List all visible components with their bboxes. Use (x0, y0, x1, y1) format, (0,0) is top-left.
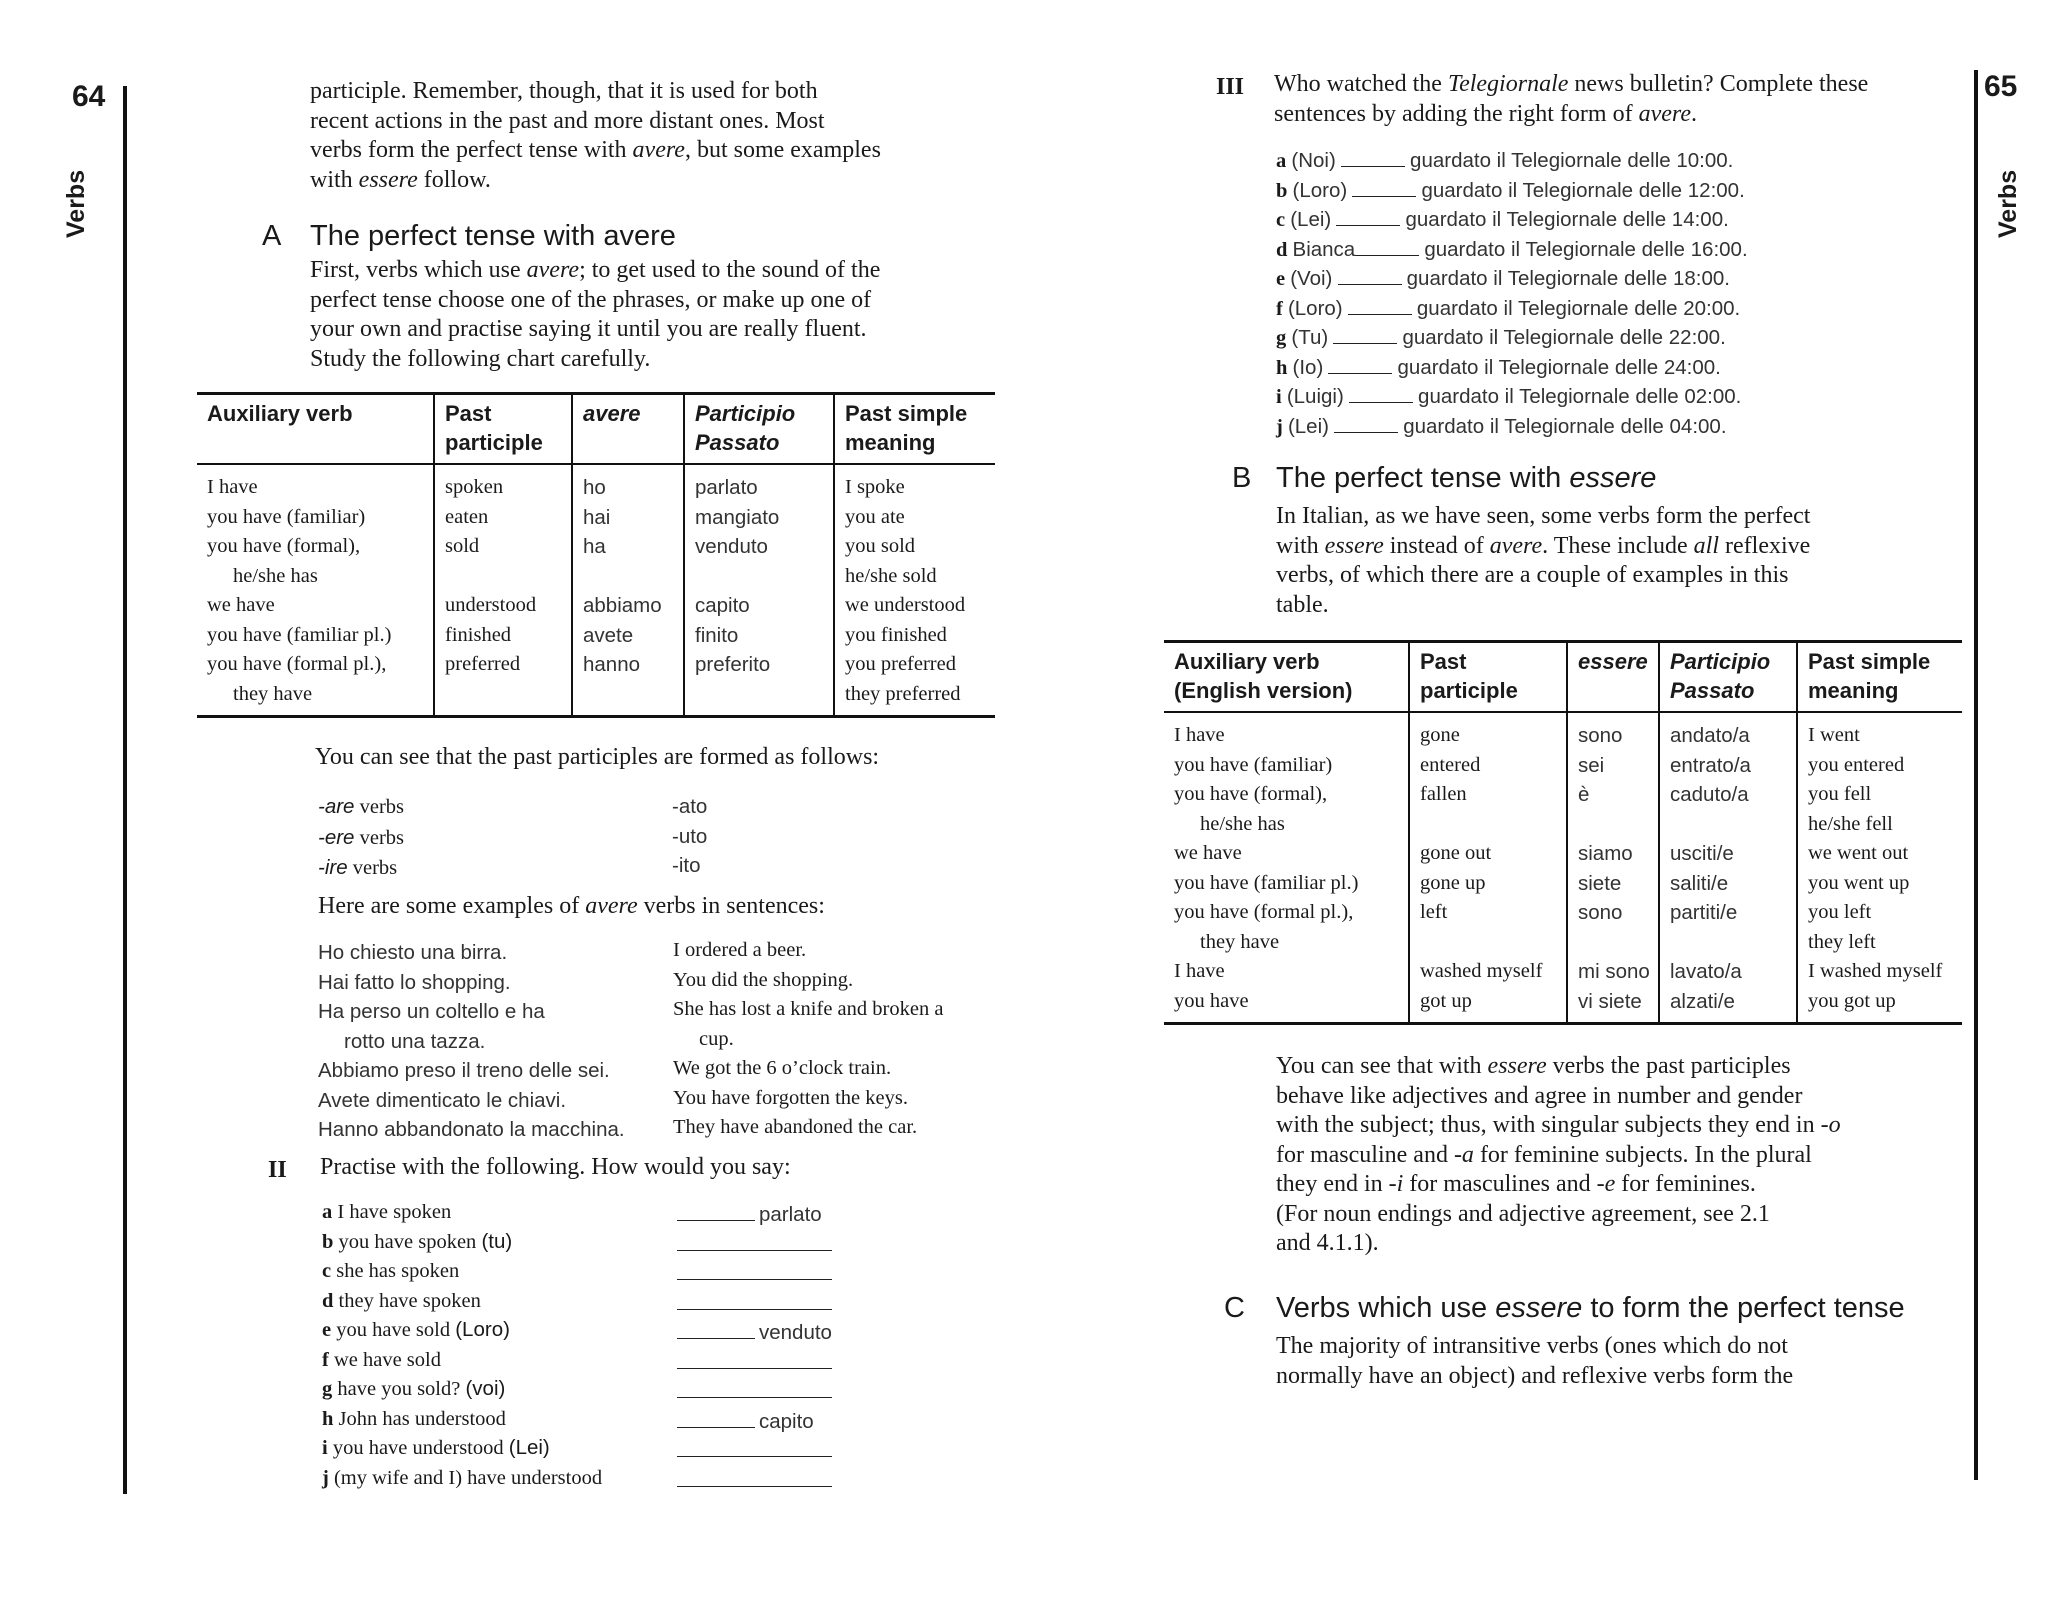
list-item: e you have sold (Loro) (322, 1318, 510, 1341)
chapter-side-label: Verbs (62, 169, 90, 238)
meaning-column: I went you entered you fell he/she fell we went out you went up you left they left I washed myself you got up (1797, 712, 1962, 1024)
answer-blank[interactable] (677, 1466, 832, 1493)
table-header: Past participle (1409, 642, 1567, 713)
exercise-question: Who watched the Telegiornale news bulletin? Complete these sentences by adding the right form of avere. (1274, 71, 1869, 127)
past-participle-column: gone entered fallen gone out gone up left washed myself got up (1409, 712, 1567, 1024)
essere-column: sono sei è siamo siete sono mi sono vi siete (1567, 712, 1659, 1024)
list-item: i you have understood (Lei) (322, 1436, 550, 1459)
section-title: The perfect tense with essere (1276, 462, 1657, 494)
table-header: Participio Passato (1670, 649, 1771, 703)
list-item: c (Lei) guardato il Telegiornale delle 14:00. (1276, 205, 1729, 232)
agreement-paragraph: You can see that with essere verbs the past participles behave like adjectives and agree in number and gender with the subject; thus, with singular subjects they end in -o for masculine and -a for feminine subjects. In the plural they end in -i for masculines and -e for feminines. (For noun endings and adjective agreement, see 2.1 and 4.1.1). (1276, 1053, 1841, 1256)
table-header: Participio Passato (695, 401, 796, 455)
examples-english: I ordered a beer. You did the shopping. She has lost a knife and broken a cup. We got the 6 o’clock train. You have forgotten the keys. They have abandoned the car. (673, 939, 944, 1138)
examples-italian: Ho chiesto una birra. Hai fatto lo shopping. Ha perso un coltello e ha rotto una tazza. Abbiamo preso il treno delle sei. Avete dimenticato le chiavi. Hanno abbandonato la macchina. (318, 941, 625, 1141)
table-header-row (1164, 642, 1962, 713)
list-item: a I have spoken (322, 1201, 452, 1223)
table-header: Past simple meaning (834, 394, 995, 465)
table-header: essere (1578, 649, 1648, 674)
answer-blank[interactable] (1355, 235, 1419, 256)
list-item: b (Loro) guardato il Telegiornale delle 12:00. (1276, 176, 1745, 203)
exercise-numeral: II (268, 1157, 287, 1183)
exercise-instruction: Practise with the following. How would you say: (320, 1154, 791, 1180)
list-item: a (Noi) guardato il Telegiornale delle 10:00. (1276, 146, 1733, 173)
section-c-paragraph: The majority of intransitive verbs (ones which do not normally have an object) and reflexive verbs form the (1276, 1333, 1794, 1389)
page-number: 65 (1984, 70, 2018, 103)
avere-column: ho hai ha abbiamo avete hanno (572, 464, 684, 717)
page-margin-rule (1974, 70, 1978, 1480)
section-title: The perfect tense with avere (310, 220, 676, 252)
answer-blank[interactable] (677, 1348, 832, 1375)
table-header: Auxiliary verb (English version) (1164, 642, 1409, 713)
table-row (197, 464, 995, 717)
formed-intro: You can see that the past participles are formed as follows: (315, 744, 880, 770)
answer-blank[interactable] (1328, 353, 1392, 374)
answer-blank[interactable] (1341, 146, 1405, 167)
answer-blank[interactable] (677, 1230, 832, 1257)
table-header-row (197, 394, 995, 465)
list-item: h (Io) guardato il Telegiornale delle 24:00. (1276, 353, 1721, 380)
list-item: e (Voi) guardato il Telegiornale delle 18:00. (1276, 264, 1730, 291)
answer-blank[interactable] (1338, 264, 1402, 285)
section-letter: A (262, 220, 282, 252)
section-letter: B (1232, 462, 1252, 494)
chapter-side-label: Verbs (1994, 169, 2022, 238)
list-item: d they have spoken (322, 1289, 481, 1312)
exercise-numeral: III (1216, 74, 1245, 100)
answer-blank[interactable] (677, 1259, 832, 1286)
essere-conjugation-table (1164, 640, 1962, 1025)
answer-blank[interactable]: parlato (677, 1200, 822, 1227)
list-item: j (Lei) guardato il Telegiornale delle 04:00. (1276, 412, 1727, 439)
past-participle-column: spoken eaten sold understood finished preferred (434, 464, 572, 717)
aux-verb-column: I have you have (familiar) you have (formal), he/she has we have you have (familiar pl.) you have (formal pl.), they have (207, 476, 392, 705)
list-item: f (Loro) guardato il Telegiornale delle 20:00. (1276, 294, 1740, 321)
list-item: h John has understood (322, 1407, 506, 1430)
answer-blank[interactable] (1336, 205, 1400, 226)
endings-suffix-list: -ato -uto -ito (672, 795, 708, 877)
table-header: Past simple meaning (1797, 642, 1962, 713)
table-header: Auxiliary verb (197, 394, 434, 465)
list-item: g have you sold? (voi) (322, 1377, 506, 1400)
list-item: d Bianca guardato il Telegiornale delle 16:00. (1276, 235, 1748, 262)
answer-blank[interactable] (1334, 412, 1398, 433)
answer-blank[interactable]: capito (677, 1407, 814, 1434)
answer-blank[interactable] (677, 1289, 832, 1316)
intro-paragraph: participle. Remember, though, that it is used for both recent actions in the past and more distant ones. Most verbs form the perfect tense with avere, but some examples with essere follow. (310, 78, 881, 193)
examples-intro: Here are some examples of avere verbs in sentences: (318, 893, 825, 919)
answer-blank[interactable] (1349, 382, 1413, 403)
meaning-column: I spoke you ate you sold he/she sold we understood you finished you preferred they preferred (834, 464, 995, 717)
table-header: Past participle (434, 394, 572, 465)
page-margin-rule (123, 86, 127, 1494)
section-letter: C (1224, 1292, 1245, 1324)
endings-list: -are verbs -ere verbs -ire verbs (318, 795, 404, 879)
avere-conjugation-table (197, 392, 995, 718)
right-page (1036, 0, 2048, 1603)
list-item: f we have sold (322, 1348, 441, 1371)
section-title: Verbs which use essere to form the perfect tense (1276, 1292, 1905, 1324)
list-item: b you have spoken (tu) (322, 1229, 513, 1253)
aux-verb-column: I have you have (familiar) you have (formal), he/she has we have you have (familiar pl.) you have (formal pl.), they have I have you have (1174, 724, 1359, 1012)
section-b-paragraph: In Italian, as we have seen, some verbs form the perfect with essere instead of avere. These include all reflexive verbs, of which there are a couple of examples in this table. (1276, 503, 1811, 618)
section-a-paragraph: First, verbs which use avere; to get used to the sound of the perfect tense choose one of the phrases, or make up one of your own and practise saying it until you are really fluent. Study the following chart carefully. (310, 257, 881, 372)
list-item: g (Tu) guardato il Telegiornale delle 22:00. (1276, 323, 1726, 350)
participio-column: andato/a entrato/a caduto/a usciti/e saliti/e partiti/e lavato/a alzati/e (1659, 712, 1797, 1024)
table-row (1164, 712, 1962, 1024)
answer-blank[interactable]: venduto (677, 1318, 832, 1345)
answer-blank[interactable] (677, 1377, 832, 1404)
answer-blank[interactable] (1348, 294, 1412, 315)
table-header: avere (583, 401, 641, 426)
answer-blank[interactable] (1333, 323, 1397, 344)
participio-column: parlato mangiato venduto capito finito preferito (684, 464, 834, 717)
list-item: c she has spoken (322, 1260, 460, 1282)
list-item: i (Luigi) guardato il Telegiornale delle 02:00. (1276, 382, 1741, 409)
answer-blank[interactable] (677, 1436, 832, 1463)
answer-blank[interactable] (1352, 176, 1416, 197)
page-number: 64 (72, 80, 106, 113)
list-item: j (my wife and I) have understood (322, 1466, 603, 1489)
